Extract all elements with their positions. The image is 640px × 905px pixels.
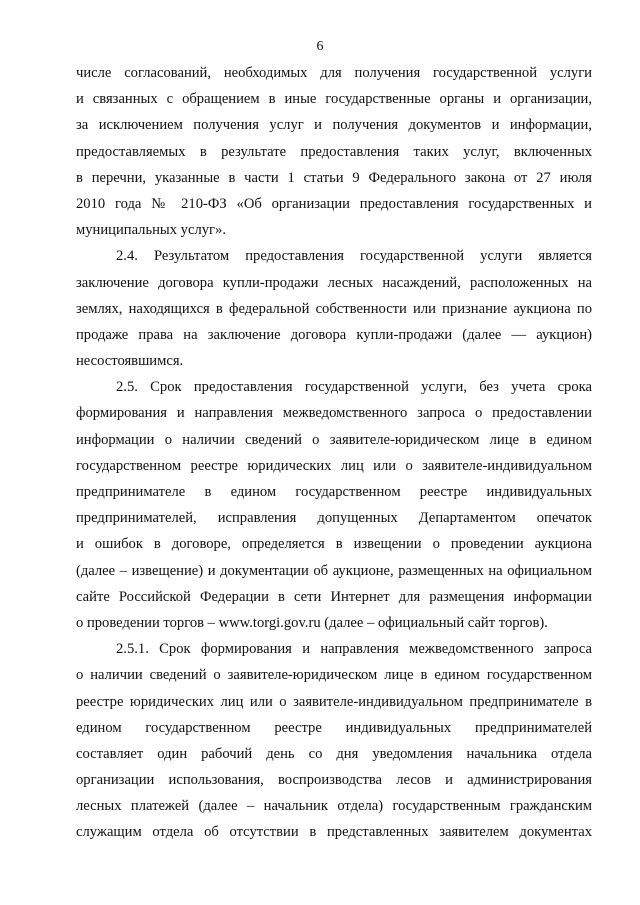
text-line: и ошибок в договоре, определяется в извещении о проведении аукциона bbox=[76, 536, 592, 553]
text-line: реестре юридических лиц или о заявителе-индивидуальном предпринимателе в bbox=[76, 693, 592, 710]
text-line: несостоявшимся. bbox=[76, 353, 184, 370]
text-line: за исключением получения услуг и получения документов и информации, bbox=[76, 117, 592, 134]
text-line: государственном реестре юридических лиц или о заявителе-индивидуальном bbox=[76, 457, 592, 474]
text-line: о наличии сведений о заявителе-юридическом лице в едином государственном bbox=[76, 667, 592, 684]
text-line: землях, находящихся в федеральной собственности или признание аукциона по bbox=[76, 300, 592, 317]
text-line: заключение договора купли-продажи лесных насаждений, расположенных на bbox=[76, 274, 592, 291]
text-line: 2.5.1. Срок формирования и направления межведомственного запроса bbox=[116, 641, 592, 658]
text-line: предпринимателе в едином государственном реестре индивидуальных bbox=[76, 484, 592, 500]
text-line: организации использования, воспроизводства лесов и администрирования bbox=[76, 772, 592, 789]
text-line: о проведении торгов – www.torgi.gov.ru (далее – официальный сайт торгов). bbox=[76, 614, 548, 631]
text-line: предпринимателей, исправления допущенных Департаментом опечаток bbox=[76, 510, 592, 527]
text-line: едином государственном реестре индивидуальных предпринимателей bbox=[76, 719, 592, 736]
text-line: и связанных с обращением в иные государственные органы и организации, bbox=[76, 91, 592, 108]
text-line: служащим отдела об отсутствии в представленных заявителем документах bbox=[76, 824, 592, 841]
document-body bbox=[76, 60, 592, 846]
text-line: 2010 года № 210-ФЗ «Об организации предоставления государственных и bbox=[76, 195, 592, 212]
page-number: 6 bbox=[316, 39, 324, 54]
text-line: продаже права на заключение договора купли-продажи (далее — аукцион) bbox=[76, 326, 592, 343]
text-line: числе согласований, необходимых для получения государственной услуги bbox=[76, 65, 592, 81]
text-line: в перечни, указанные в части 1 статьи 9 Федерального закона от 27 июля bbox=[76, 169, 592, 186]
text-line: информации о наличии сведений о заявителе-юридическом лице в едином bbox=[76, 431, 592, 448]
text-line: 2.5. Срок предоставления государственной услуги, без учета срока bbox=[116, 379, 592, 396]
text-line: предоставляемых в результате предоставления таких услуг, включенных bbox=[76, 143, 592, 160]
text-line: формирования и направления межведомственного запроса о предоставлении bbox=[76, 405, 592, 422]
text-line: муниципальных услуг». bbox=[76, 222, 226, 239]
text-line: сайте Российской Федерации в сети Интернет для размещения информации bbox=[76, 588, 592, 605]
text-line: лесных платежей (далее – начальник отдела) государственным гражданским bbox=[76, 798, 592, 815]
text-line: (далее – извещение) и документации об аукционе, размещенных на официальном bbox=[76, 562, 592, 579]
text-line: 2.4. Результатом предоставления государственной услуги является bbox=[116, 248, 592, 265]
text-line: составляет один рабочий день со дня уведомления начальника отдела bbox=[76, 745, 592, 762]
